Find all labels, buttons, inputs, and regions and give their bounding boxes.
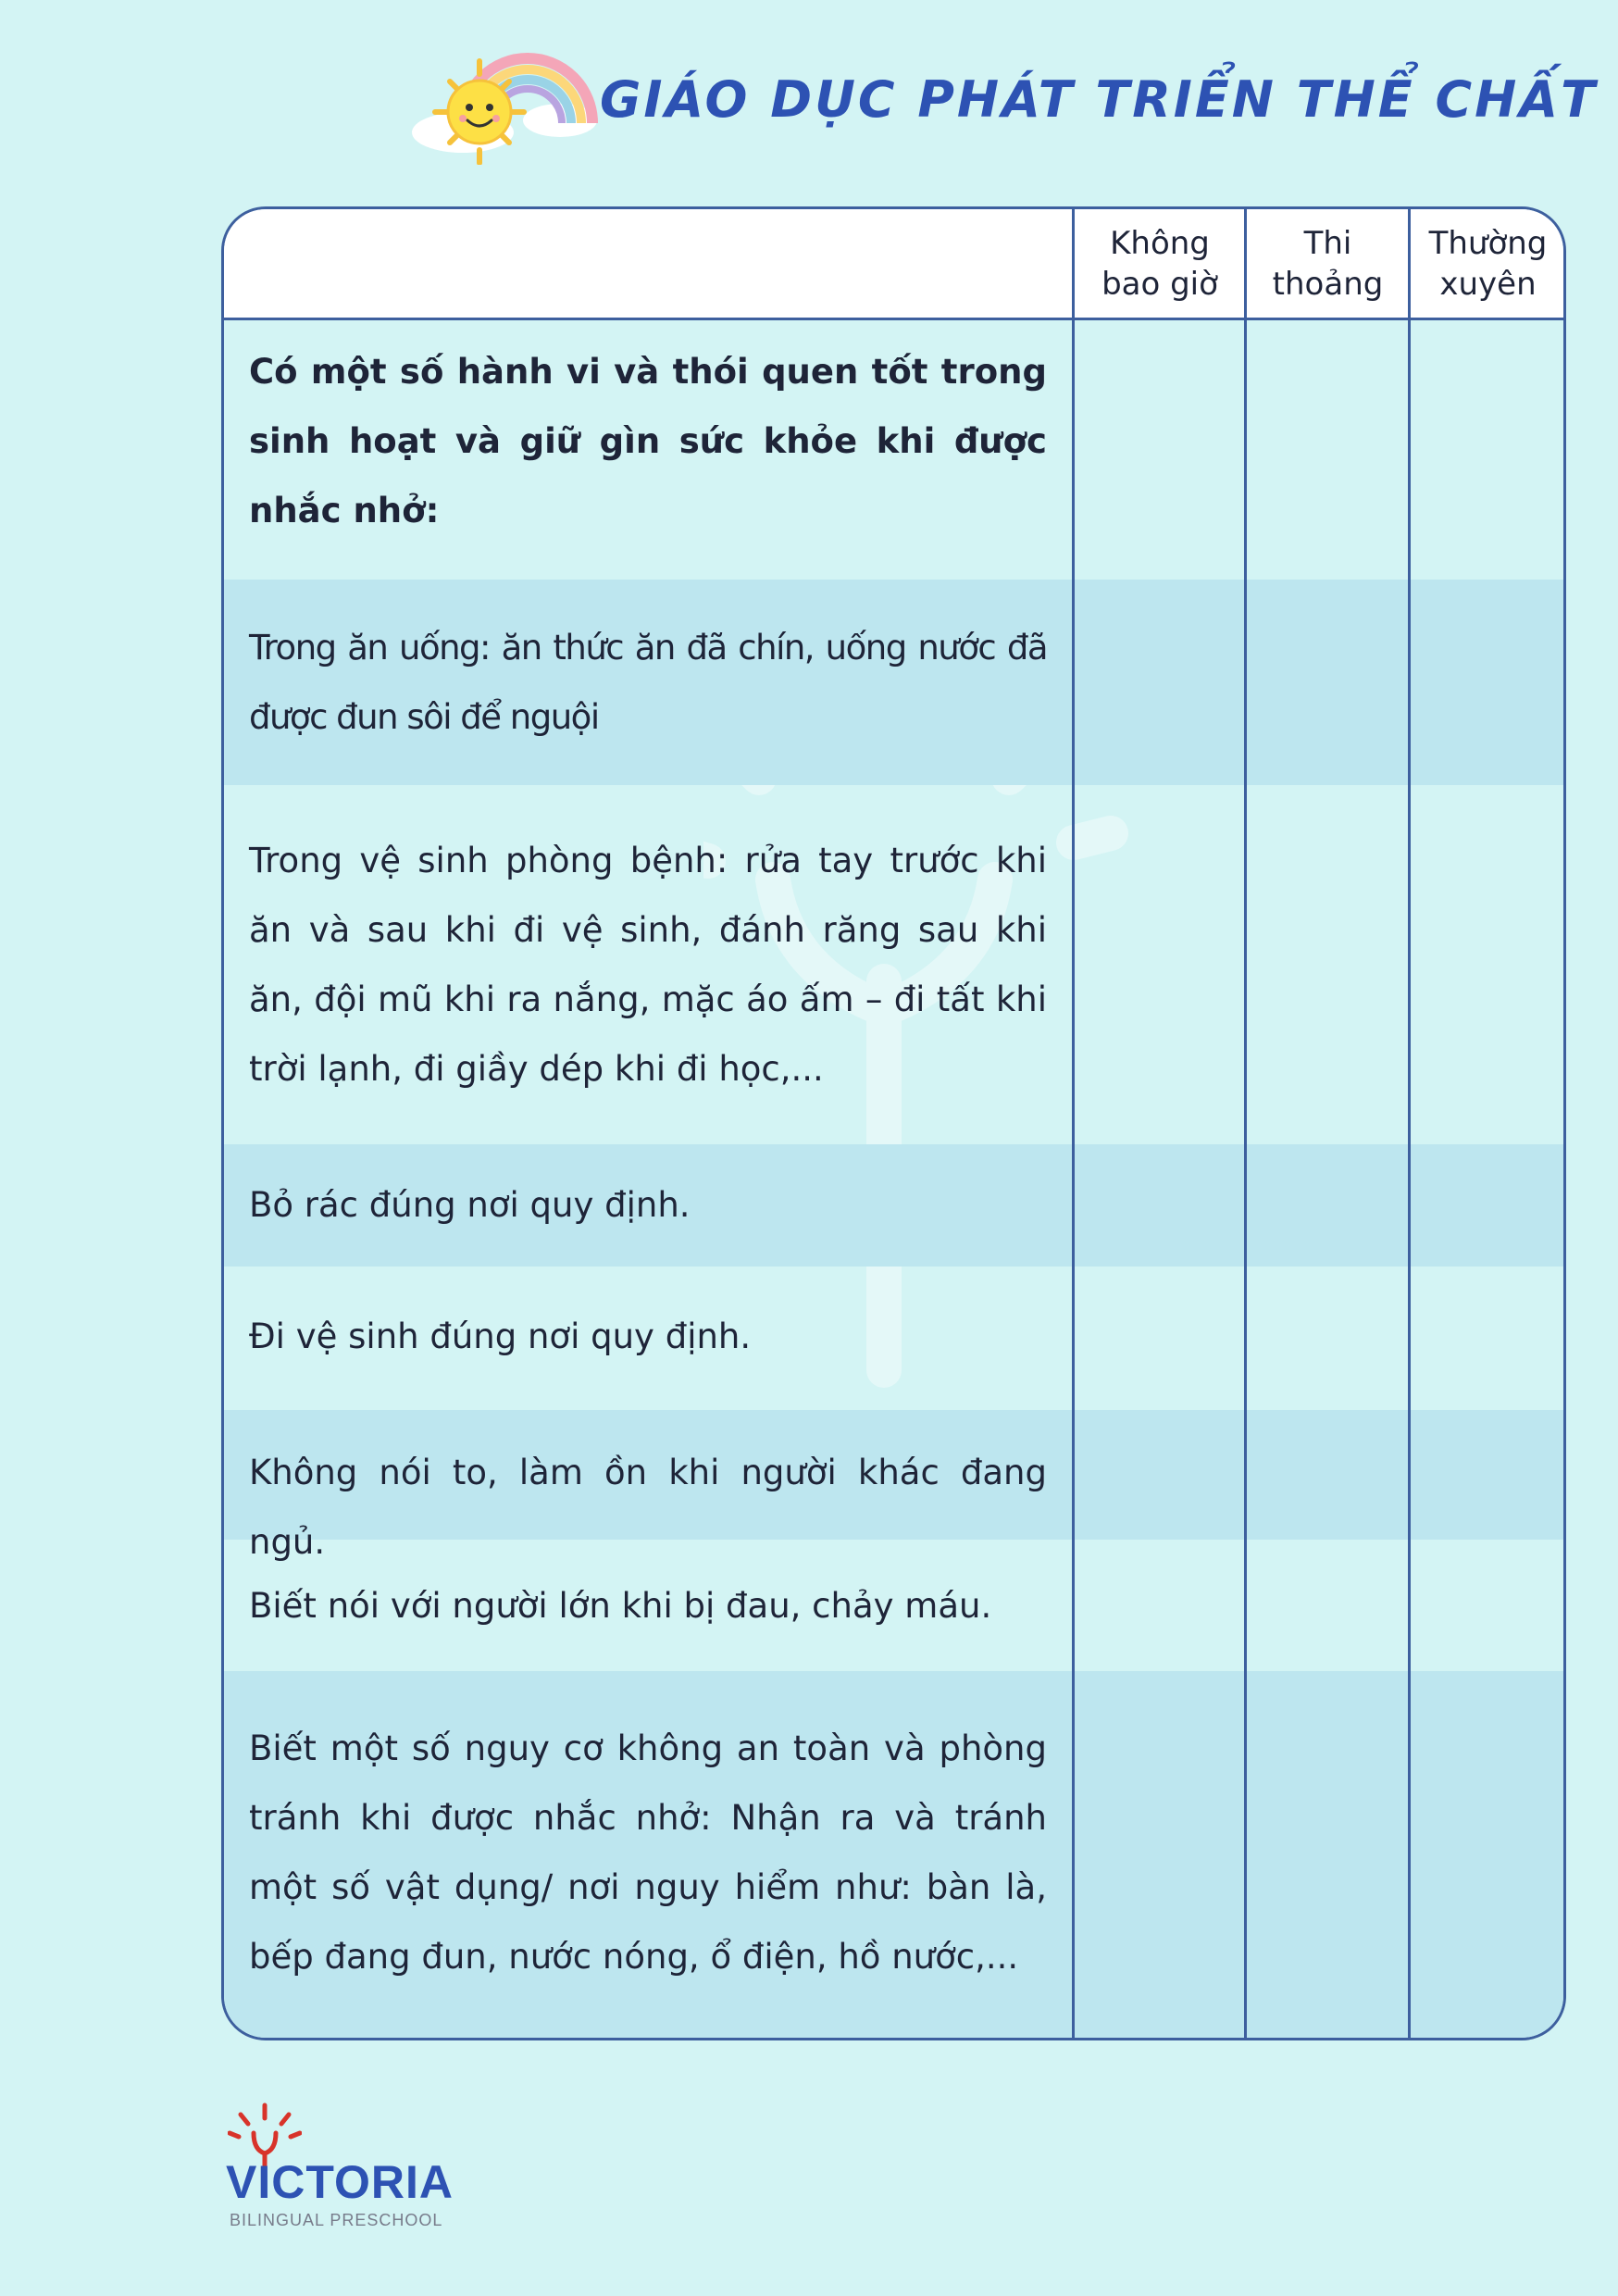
- logo-name: VICTORIA: [226, 2156, 454, 2208]
- table-row: [224, 1540, 1563, 1671]
- row-text: Có một số hành vi và thói quen tốt trong sinh hoạt và giữ gìn sức khỏe khi được nhắc nhở:: [249, 352, 1047, 530]
- column-divider: [1072, 209, 1075, 2038]
- row-text: Không nói to, làm ồn khi người khác đang ngủ.: [249, 1453, 1047, 1562]
- column-header-never: Không bao giờ: [1101, 224, 1218, 303]
- column-header-often: Thường xuyên: [1428, 224, 1548, 303]
- row-text: Biết nói với người lớn khi bị đau, chảy máu.: [249, 1586, 992, 1626]
- column-divider: [1244, 209, 1247, 2038]
- checklist-table: [221, 206, 1566, 2040]
- table-row: [224, 785, 1563, 1144]
- sun-rainbow-icon: [407, 35, 602, 165]
- table-row-category: [224, 320, 1563, 580]
- row-text: Biết một số nguy cơ không an toàn và phòng tránh khi được nhắc nhở: Nhận ra và tránh một số vật dụng/ nơi nguy hiểm như: bàn là, bếp đang đun, nước nóng, ổ điện, hồ nước,...: [249, 1728, 1047, 1977]
- row-text: Trong ăn uống: ăn thức ăn đã chín, uống nước đã được đun sôi để nguội: [249, 628, 1047, 737]
- table-row: [224, 1410, 1563, 1562]
- row-text: Trong vệ sinh phòng bệnh: rửa tay trước khi ăn và sau khi đi vệ sinh, đánh răng sau khi ăn, đội mũ khi ra nắng, mặc áo ấm – đi tất khi trời lạnh, đi giầy dép khi đi học,...: [249, 841, 1047, 1089]
- page-header: [407, 35, 1598, 174]
- row-text: Bỏ rác đúng nơi quy định.: [249, 1185, 691, 1225]
- table-header-row: [224, 209, 1563, 320]
- table-row: [224, 1671, 1563, 2040]
- logo-subtitle: BILINGUAL PRESCHOOL: [230, 2211, 443, 2229]
- row-text: Đi vệ sinh đúng nơi quy định.: [249, 1316, 752, 1356]
- page-title: GIÁO DỤC PHÁT TRIỂN THỂ CHẤT: [600, 70, 1598, 129]
- column-divider: [1408, 209, 1411, 2038]
- table-row: [224, 1267, 1563, 1410]
- table-row: [224, 1144, 1563, 1267]
- table-row: [224, 580, 1563, 785]
- column-header-sometimes: Thi thoảng: [1272, 224, 1384, 303]
- school-logo: [226, 2102, 467, 2231]
